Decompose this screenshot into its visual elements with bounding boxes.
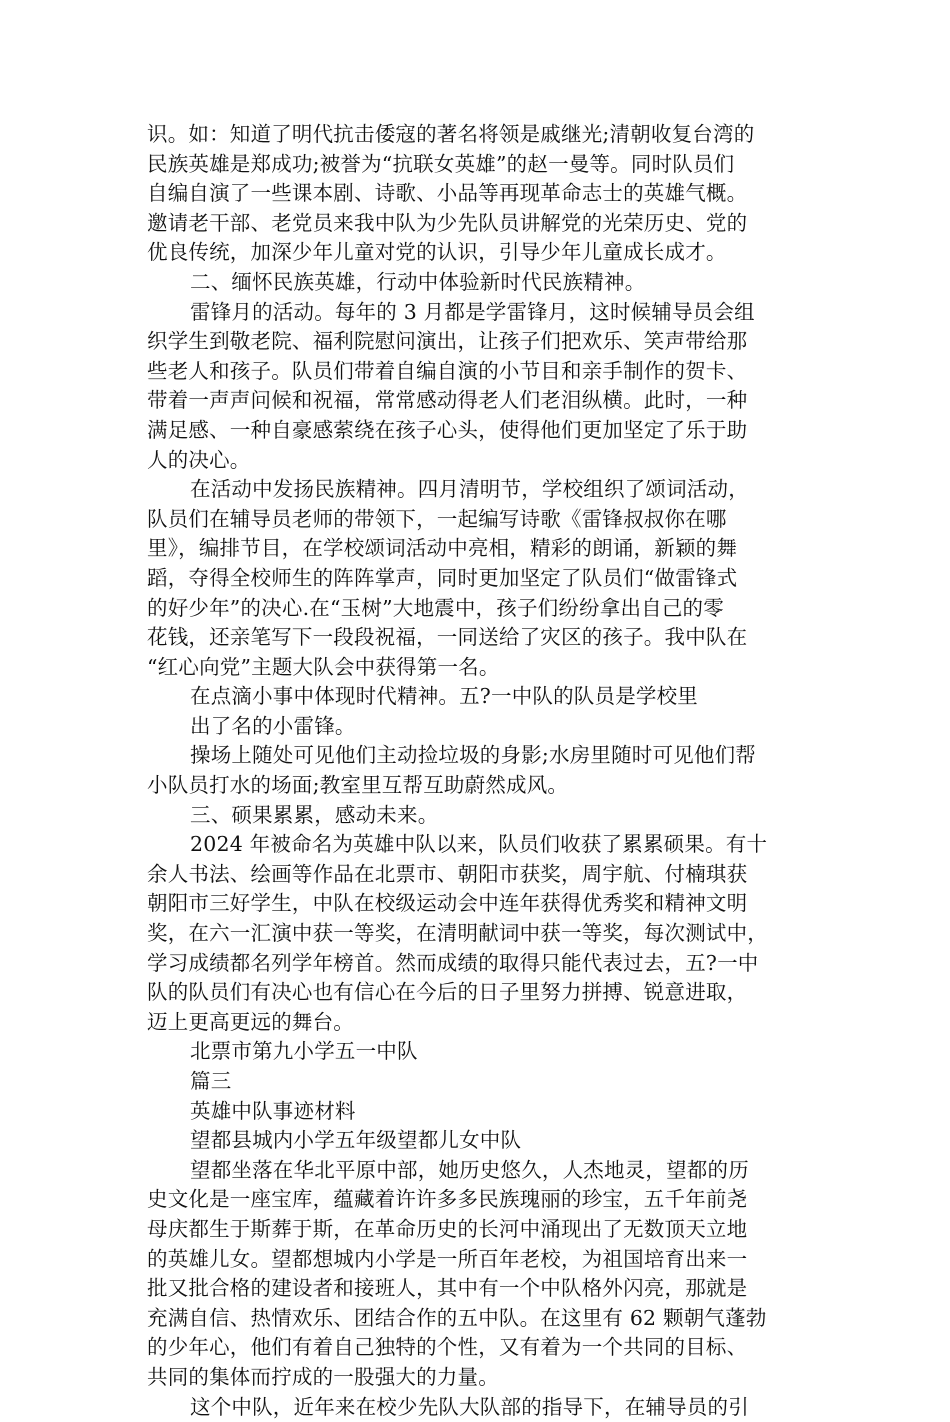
- text-line: 队员们在辅导员老师的带领下，一起编写诗歌《雷锋叔叔你在哪: [147, 506, 727, 531]
- text-line: 小队员打水的场面;教室里互帮互助蔚然成风。: [147, 773, 569, 798]
- text-line: 满足感、一种自豪感萦绕在孩子心头，使得他们更加坚定了乐于助: [147, 417, 748, 442]
- text-line: 英雄中队事迹材料: [190, 1098, 356, 1123]
- text-line: 母庆都生于斯葬于斯，在革命历史的长河中涌现出了无数顶天立地: [147, 1216, 748, 1241]
- text-line: 望都坐落在华北平原中部，她历史悠久，人杰地灵，望都的历: [190, 1157, 749, 1182]
- text-line: 织学生到敬老院、福利院慰问演出，让孩子们把欢乐、笑声带给那: [147, 329, 748, 354]
- text-line: 识。如：知道了明代抗击倭寇的著名将领是戚继光;清朝收复台湾的: [147, 122, 755, 146]
- text-line: “红心向党”主题大队会中获得第一名。: [147, 654, 500, 679]
- text-line: 充满自信、热情欢乐、团结合作的五中队。在这里有 62 颗朝气蓬勃: [147, 1305, 767, 1330]
- text-line: 自编自演了一些课本剧、诗歌、小品等再现革命志士的英雄气概。: [147, 181, 748, 206]
- text-line: 花钱，还亲笔写下一段段祝福，一同送给了灾区的孩子。我中队在: [147, 625, 748, 650]
- text-line: 的好少年”的决心.在“玉树”大地震中，孩子们纷纷拿出自己的零: [147, 595, 724, 620]
- text-line: 人的决心。: [147, 447, 251, 472]
- document-body: [147, 120, 827, 1422]
- text-line: 出了名的小雷锋。: [190, 713, 356, 738]
- text-line: 在活动中发扬民族精神。四月清明节，学校组织了颂词活动，: [190, 477, 749, 502]
- text-line: 带着一声声问候和祝福，常常感动得老人们老泪纵横。此时，一种: [147, 388, 748, 413]
- text-line: 这个中队，近年来在校少先队大队部的指导下，在辅导员的引: [190, 1394, 749, 1419]
- text-line: 史文化是一座宝库，蕴藏着许许多多民族瑰丽的珍宝，五千年前尧: [147, 1187, 748, 1212]
- text-line: 些老人和孩子。队员们带着自编自演的小节目和亲手制作的贺卡、: [147, 358, 748, 383]
- text-line: 的少年心，他们有着自己独特的个性，又有着为一个共同的目标、: [147, 1335, 748, 1360]
- text-line: 蹈，夺得全校师生的阵阵掌声，同时更加坚定了队员们“做雷锋式: [147, 565, 738, 590]
- text-line: 余人书法、绘画等作品在北票市、朝阳市获奖，周宇航、付楠琪获: [147, 861, 748, 886]
- text-line: 里》，编排节目，在学校颂词活动中亮相，精彩的朗诵，新颖的舞: [147, 536, 738, 561]
- text-line: 批又批合格的建设者和接班人，其中有一个中队格外闪亮，那就是: [147, 1276, 748, 1301]
- text-line: 在点滴小事中体现时代精神。五?一中队的队员是学校里: [190, 684, 698, 709]
- text-line: 学习成绩都名列学年榜首。然而成绩的取得只能代表过去，五?一中: [147, 950, 759, 975]
- text-line: 奖，在六一汇演中获一等奖，在清明献词中获一等奖，每次测试中，: [147, 921, 768, 946]
- text-line: 优良传统，加深少年儿童对党的认识，引导少年儿童成长成才。: [147, 240, 727, 265]
- text-line: 望都县城内小学五年级望都儿女中队: [190, 1128, 522, 1153]
- text-line: 民族英雄是郑成功;被誉为“抗联女英雄”的赵一曼等。同时队员们: [147, 151, 735, 176]
- text-line: 邀请老干部、老党员来我中队为少先队员讲解党的光荣历史、党的: [147, 210, 748, 235]
- text-line: 共同的集体而拧成的一股强大的力量。: [147, 1364, 499, 1389]
- text-line: 朝阳市三好学生，中队在校级运动会中连年获得优秀奖和精神文明: [147, 891, 748, 916]
- text-line: 的英雄儿女。望都想城内小学是一所百年老校，为祖国培育出来一: [147, 1246, 748, 1271]
- text-line: 雷锋月的活动。每年的 3 月都是学雷锋月，这时候辅导员会组: [190, 299, 755, 324]
- text-line: 二、缅怀民族英雄，行动中体验新时代民族精神。: [190, 269, 646, 294]
- text-line: 2024 年被命名为英雄中队以来，队员们收获了累累硕果。有十: [190, 832, 768, 857]
- text-line: 操场上随处可见他们主动捡垃圾的身影;水房里随时可见他们帮: [190, 743, 757, 768]
- text-line: 三、硕果累累，感动未来。: [190, 802, 439, 827]
- text-line: 篇三: [190, 1069, 232, 1093]
- text-line: 队的队员们有决心也有信心在今后的日子里努力拼搏、锐意进取，: [147, 980, 748, 1005]
- text-line: 北票市第九小学五一中队: [190, 1039, 418, 1064]
- text-line: 迈上更高更远的舞台。: [147, 1009, 354, 1034]
